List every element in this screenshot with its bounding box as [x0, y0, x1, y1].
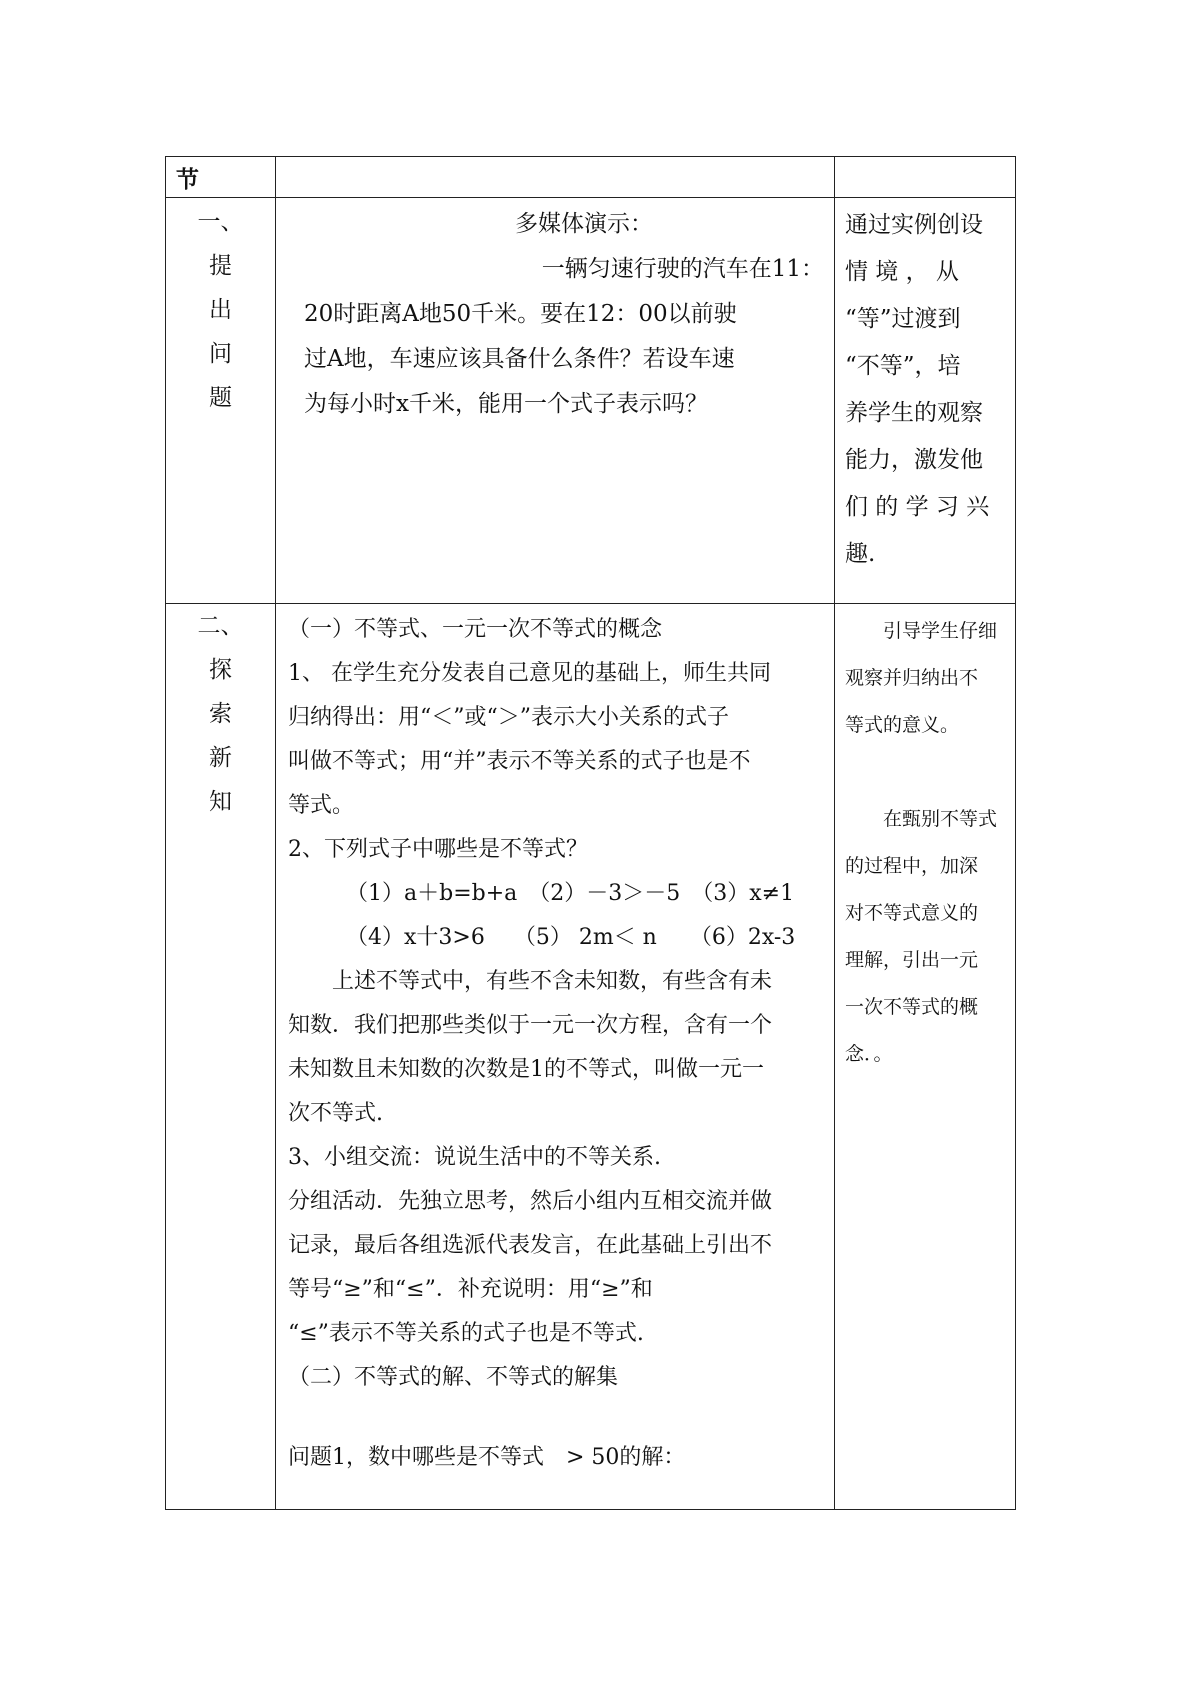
section1-text-line: 20时距离A地50千米。要在12：00以前驶 [304, 301, 737, 327]
section1-note-line: 们 的 学 习 兴 [845, 494, 990, 520]
section1-content-cell [276, 198, 835, 604]
section1-text-line: 一辆匀速行驶的汽车在11： [541, 256, 824, 282]
section2-text-line: 归纳得出：用“＜”或“＞”表示大小关系的式子 [288, 705, 729, 730]
header-row [166, 157, 1016, 198]
section2-note-line: 对不等式意义的 [845, 902, 979, 924]
section2-content-cell [276, 604, 835, 1510]
section2-note-line: 理解，引出一元 [845, 949, 979, 971]
section2-text-line: 记录，最后各组选派代表发言，在此基础上引出不 [288, 1233, 773, 1258]
section2-text-line: 分组活动．先独立思考，然后小组内互相交流并做 [288, 1189, 773, 1214]
header-label: 节 [176, 166, 199, 193]
section1-note-cell [835, 198, 1016, 604]
section2-note-line: 观察并归纳出不 [845, 667, 979, 689]
section2-subheading: （一）不等式、一元一次不等式的概念 [288, 617, 663, 642]
section2-text-line: 叫做不等式；用“并”表示不等关系的式子也是不 [288, 749, 751, 774]
section1-row [166, 198, 1016, 604]
section2-text-line: 等号“≥”和“≤”．补充说明：用“≥”和 [288, 1277, 653, 1302]
section1-title-char: 出 [209, 297, 232, 323]
section1-title-char: 提 [209, 253, 232, 279]
section1-title-cell [166, 198, 276, 604]
section2-title-char: 知 [209, 789, 232, 815]
section1-title-char: 问 [209, 341, 232, 367]
section2-text-line: 2、下列式子中哪些是不等式？ [288, 837, 588, 862]
header-cell-right [835, 157, 1016, 198]
section2-text-line: 等式。 [288, 793, 355, 818]
section2-expression-line: （1）a＋b=b+a （2）－3＞－5 （3）x≠1 [346, 881, 795, 906]
section2-text-line: 知数．我们把那些类似于一元一次方程，含有一个 [288, 1013, 773, 1038]
section1-note-line: 趣. [845, 541, 876, 567]
section2-question-line: 问题1，数中哪些是不等式 > 50的解： [288, 1445, 686, 1470]
section2-text-line: 1、 在学生充分发表自己意见的基础上，师生共同 [288, 661, 771, 686]
section2-title-char: 二、 [197, 613, 244, 639]
section2-title-char: 索 [209, 701, 232, 727]
header-cell-mid [276, 157, 835, 198]
section2-title-cell [166, 604, 276, 1510]
section2-expression-line: （4）x十3>6 （5） 2m＜ n （6）2x-3 [346, 925, 796, 950]
section2-title-char: 探 [209, 657, 232, 683]
section2-subheading: （二）不等式的解、不等式的解集 [288, 1365, 619, 1390]
section1-title-char: 题 [209, 385, 232, 411]
section2-text-line: 次不等式. [288, 1101, 383, 1126]
section2-note-line: 引导学生仔细 [883, 620, 998, 642]
lesson-plan-table [165, 156, 1016, 1510]
section1-title-char: 一、 [197, 209, 244, 235]
section1-note-line: 通过实例创设 [845, 212, 983, 238]
section2-title-char: 新 [209, 745, 232, 771]
section1-note-line: “不等”，培 [845, 353, 961, 379]
section1-text-line: 为每小时x千米，能用一个式子表示吗？ [304, 391, 708, 417]
section2-text-line: 未知数且未知数的次数是1的不等式，叫做一元一 [288, 1057, 764, 1082]
section1-note-line: “等”过渡到 [845, 306, 961, 332]
section2-note-line: 在甄别不等式 [883, 808, 998, 830]
header-cell-left [166, 157, 276, 198]
section2-row [166, 604, 1016, 1510]
section2-note-line: 等式的意义。 [845, 714, 960, 736]
section2-text-line: 上述不等式中，有些不含未知数，有些含有未 [332, 969, 773, 994]
section2-text-line: “≤”表示不等关系的式子也是不等式. [288, 1321, 644, 1346]
section2-note-line: 念．。 [845, 1043, 893, 1065]
section1-note-line: 能力，激发他 [845, 447, 983, 473]
section1-note-line: 情 境 ， 从 [845, 259, 959, 285]
section2-text-line: 3、小组交流：说说生活中的不等关系. [288, 1145, 661, 1170]
section2-note-line: 的过程中，加深 [845, 855, 979, 877]
section1-text-line: 过A地，车速应该具备什么条件？若设车速 [304, 346, 735, 372]
section2-note-line: 一次不等式的概 [845, 996, 979, 1018]
section1-intro-label: 多媒体演示： [515, 211, 653, 237]
section2-note-cell [835, 604, 1016, 1510]
section1-note-line: 养学生的观察 [845, 400, 983, 426]
